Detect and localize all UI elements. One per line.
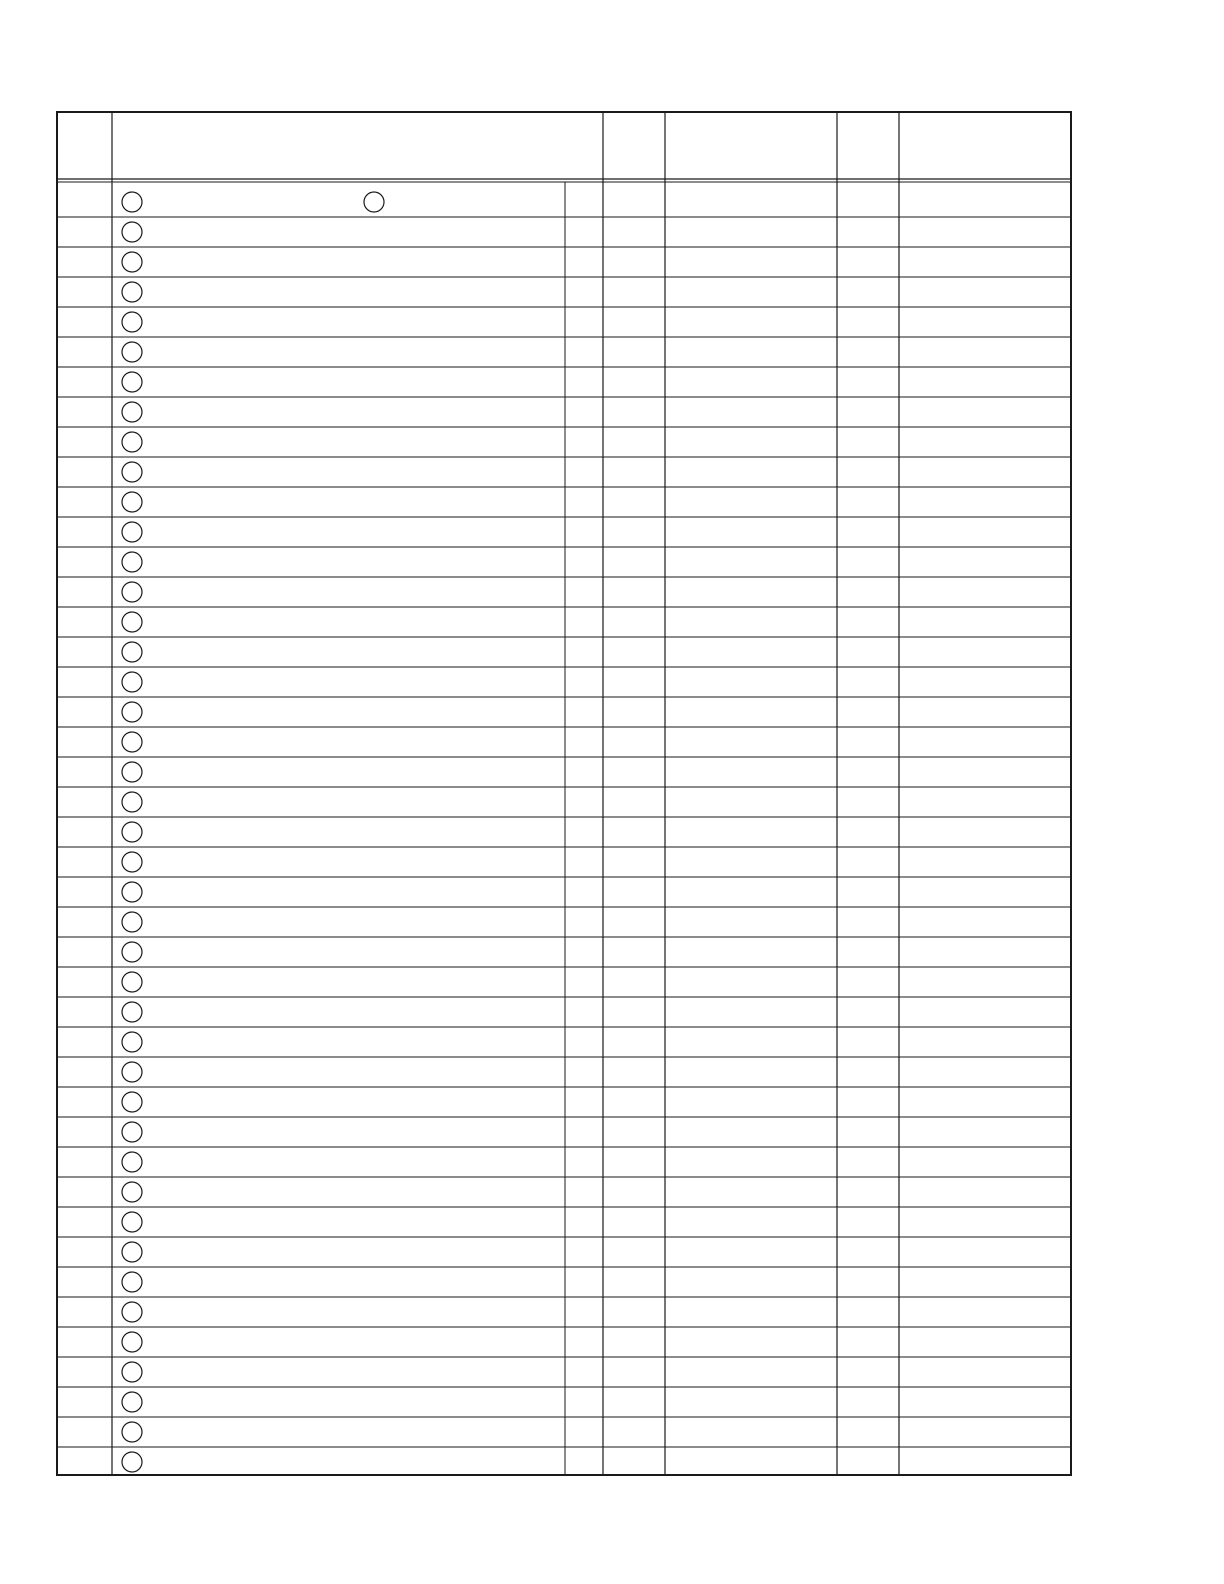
row-circle-marker [122,372,142,392]
row-circle-marker [122,1212,142,1232]
row-circle-marker [122,522,142,542]
row-circle-marker [122,942,142,962]
row-circle-marker [122,882,142,902]
row-circle-marker [122,462,142,482]
row-circle-marker [122,1122,142,1142]
row-circle-marker [122,972,142,992]
row-circle-marker [122,912,142,932]
row-circle-marker [122,1452,142,1472]
row-circle-marker [122,1422,142,1442]
row-circle-marker [122,492,142,512]
row-circle-marker [122,1362,142,1382]
row-circle-marker [122,432,142,452]
first-row-extra-circle-marker [364,192,384,212]
row-circle-marker [122,1032,142,1052]
row-circle-marker [122,822,142,842]
row-circle-marker [122,582,142,602]
row-circle-marker [122,702,142,722]
row-circle-marker [122,1092,142,1112]
row-circle-marker [122,672,142,692]
row-circle-marker [122,1332,142,1352]
row-circle-marker [122,1302,142,1322]
row-circle-marker [122,1152,142,1172]
row-circle-marker [122,342,142,362]
row-circle-marker [122,1272,142,1292]
row-circle-marker [122,1002,142,1022]
row-circle-marker [122,792,142,812]
row-circle-marker [122,312,142,332]
form-outer-border [57,112,1071,1475]
row-circle-marker [122,1182,142,1202]
row-circle-marker [122,1062,142,1082]
row-circle-marker [122,222,142,242]
row-circle-marker [122,402,142,422]
row-circle-marker [122,282,142,302]
row-circle-marker [122,852,142,872]
row-circle-marker [122,192,142,212]
row-circle-marker [122,762,142,782]
row-circle-marker [122,642,142,662]
row-circle-marker [122,1392,142,1412]
row-circle-marker [122,732,142,752]
row-circle-marker [122,552,142,572]
row-circle-marker [122,252,142,272]
row-circle-marker [122,612,142,632]
row-circle-marker [122,1242,142,1262]
